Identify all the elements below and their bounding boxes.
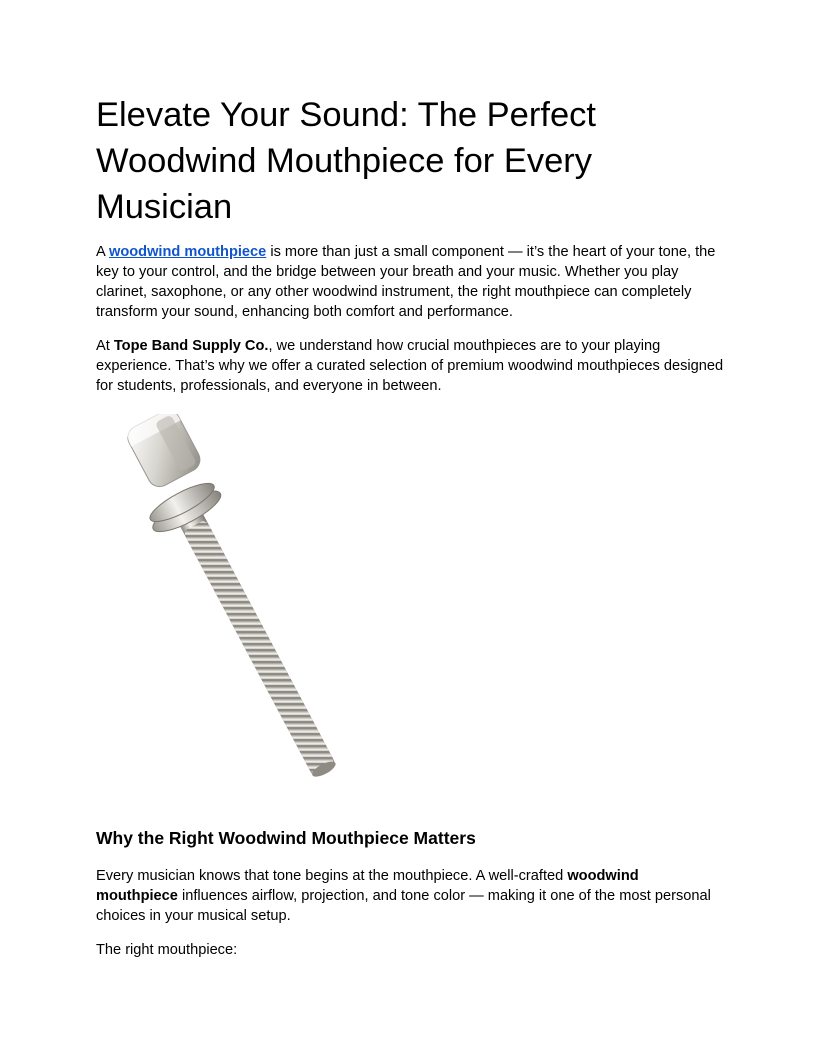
intro-prefix: A (96, 244, 109, 260)
section-p1-suffix: influences airflow, projection, and tone color — making it one of the most personal choices in your musical setup. (96, 888, 711, 924)
section-heading: Why the Right Woodwind Mouthpiece Matters (96, 828, 476, 848)
section-paragraph-2: The right mouthpiece: (96, 942, 238, 958)
page-title: Elevate Your Sound: The Perfect Woodwind Mouthpiece for Every Musician (96, 96, 596, 226)
document-body (96, 92, 724, 410)
company-name: Tope Band Supply Co. (113, 338, 269, 354)
section-p1-prefix: Every musician knows that tone begins at the mouthpiece. A well-crafted (96, 868, 568, 884)
rod-threads (183, 519, 336, 775)
tension-rod-image (96, 414, 466, 810)
about-prefix: At (96, 338, 114, 354)
section-body (96, 866, 724, 974)
intro-paragraph (96, 242, 724, 322)
about-paragraph (96, 336, 724, 396)
intro-suffix: is more than just a small component — it’s the heart of your tone, the key to your control, and the bridge between your breath and your music. Whether you play clarinet, saxophone, or any other woodwind instrument, the right mouthpiece can completely transform your sound, enhancing both comfort and performance. (96, 244, 716, 320)
about-suffix: , we understand how crucial mouthpieces are to your playing experience. That’s why we offer a curated selection of premium woodwind mouthpieces designed for students, professionals, and everyone in between. (96, 338, 724, 394)
section-p1-bold: woodwind mouthpiece (96, 868, 639, 904)
section-paragraph-1 (96, 866, 724, 926)
woodwind-mouthpiece-link[interactable]: woodwind mouthpiece (108, 244, 267, 260)
